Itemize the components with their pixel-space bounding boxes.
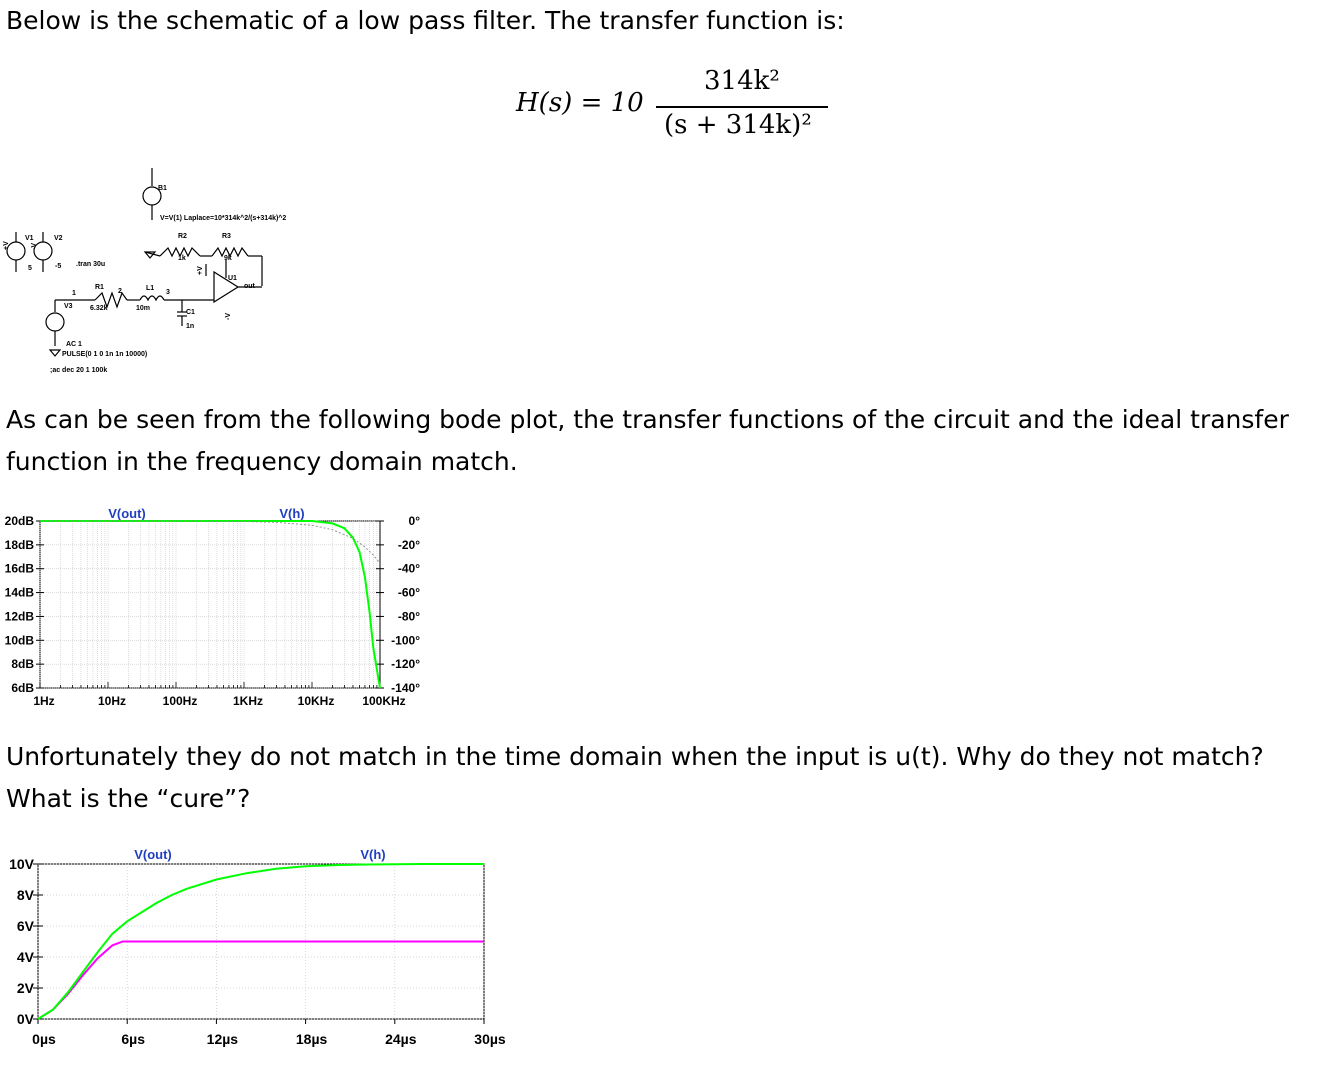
v2-value: -5	[55, 263, 62, 270]
bode-y2-tick-label: -140°	[391, 681, 420, 695]
equation-denominator: (s + 314k)²	[664, 110, 812, 140]
bode-plot-area	[40, 521, 380, 688]
c1-value: 1n	[186, 323, 195, 330]
bode-y2-tick-label: -60°	[397, 585, 420, 600]
time-y-tick-label: 6V	[16, 918, 34, 934]
bode-x-tick-label: 10KHz	[297, 694, 335, 708]
v1-label: V1	[25, 235, 34, 242]
bode-description: As can be seen from the following bode plot, the transfer functions of the circuit and the ideal transfer function in the frequency domain match.	[6, 405, 1289, 476]
intro-text: Below is the schematic of a low pass filter. The transfer function is:	[6, 6, 845, 35]
vn-label: -V	[31, 243, 38, 250]
time-y-tick-label: 4V	[16, 949, 34, 965]
bode-x-tick-label: 100KHz	[362, 694, 406, 708]
bode-legend-vout: V(out)	[108, 506, 146, 521]
bode-y-tick-label: 12dB	[4, 609, 34, 624]
u1-label: U1	[228, 275, 237, 282]
question-text: Unfortunately they do not match in the time domain when the input is u(t). Why do they not match? What is the “cure”?	[6, 742, 1264, 813]
node-3-label: 3	[166, 289, 170, 296]
opamp-pos-label: +V	[197, 266, 204, 275]
b1-label: B1	[158, 185, 167, 192]
node-2-label: 2	[118, 288, 122, 295]
time-x-tick-label: 30µs	[474, 1031, 506, 1047]
r1-label: R1	[95, 284, 104, 291]
c1-label: C1	[186, 309, 195, 316]
time-y-tick-label: 10V	[9, 856, 34, 872]
bode-plot	[0, 500, 440, 720]
v3-pulse: PULSE(0 1 0 1n 1n 10000)	[62, 351, 148, 358]
vp-label: +V	[3, 241, 10, 250]
r3-label: R3	[222, 233, 231, 240]
b1-expression: V=V(1) Laplace=10*314k^2/(s+314k)^2	[160, 215, 287, 222]
bode-y2-tick-label: -20°	[397, 537, 420, 552]
bode-y-tick-label: 14dB	[4, 585, 34, 600]
bode-y-tick-label: 10dB	[4, 633, 34, 648]
r2-value: 1k	[178, 255, 186, 262]
l1-value: 10m	[136, 305, 151, 312]
bode-y-tick-label: 16dB	[4, 561, 34, 576]
node-1-label: 1	[72, 290, 76, 297]
bode-y2-tick-label: -120°	[391, 657, 420, 672]
bode-y2-tick-label: -40°	[397, 561, 420, 576]
bode-legend-vh: V(h)	[279, 506, 305, 521]
tran-directive: .tran 30u	[76, 261, 106, 268]
time-x-tick-label: 24µs	[385, 1031, 417, 1047]
bode-x-tick-label: 100Hz	[162, 694, 198, 708]
l1-label: L1	[146, 285, 155, 292]
bode-y2-tick-label: 0°	[408, 514, 420, 528]
time-x-tick-label: 12µs	[206, 1031, 239, 1047]
fraction-bar	[656, 106, 828, 108]
bode-x-tick-label: 1KHz	[232, 694, 264, 708]
time-x-tick-label: 18µs	[295, 1031, 328, 1047]
v3-ac: AC 1	[66, 341, 82, 348]
time-x-tick-label: 0µs	[32, 1031, 56, 1047]
time-y-tick-label: 0V	[16, 1011, 34, 1027]
time-x-tick-label: 6µs	[121, 1031, 146, 1047]
r1-value: 6.32k	[90, 305, 108, 312]
bode-y2-tick-label: -100°	[391, 633, 420, 648]
schematic-diagram	[0, 160, 330, 380]
out-label: out	[244, 283, 255, 290]
transfer-function-equation	[516, 62, 836, 146]
r3-value: 9k	[224, 255, 232, 262]
r2-label: R2	[178, 233, 187, 240]
bode-x-tick-label: 10Hz	[97, 694, 127, 708]
bode-y-tick-label: 18dB	[4, 537, 34, 552]
v3-label: V3	[64, 303, 73, 310]
bode-y-tick-label: 8dB	[11, 657, 34, 672]
time-legend-vout: V(out)	[134, 847, 172, 862]
time-domain-plot	[0, 840, 520, 1065]
v2-label: V2	[54, 235, 63, 242]
bode-y2-tick-label: -80°	[397, 609, 420, 624]
time-y-tick-label: 2V	[16, 980, 34, 996]
ac-directive: ;ac dec 20 1 100k	[50, 367, 108, 374]
time-y-tick-label: 8V	[16, 887, 34, 903]
time-legend-vh: V(h)	[360, 847, 386, 862]
bode-y-tick-label: 20dB	[4, 514, 34, 528]
bode-x-tick-label: 1Hz	[33, 694, 55, 708]
equation-lhs: H(s) = 10	[516, 88, 644, 118]
bode-y-tick-label: 6dB	[11, 681, 34, 695]
opamp-neg-label: -V	[225, 313, 232, 320]
v1-value: 5	[28, 265, 32, 272]
equation-numerator: 314k²	[704, 66, 780, 96]
